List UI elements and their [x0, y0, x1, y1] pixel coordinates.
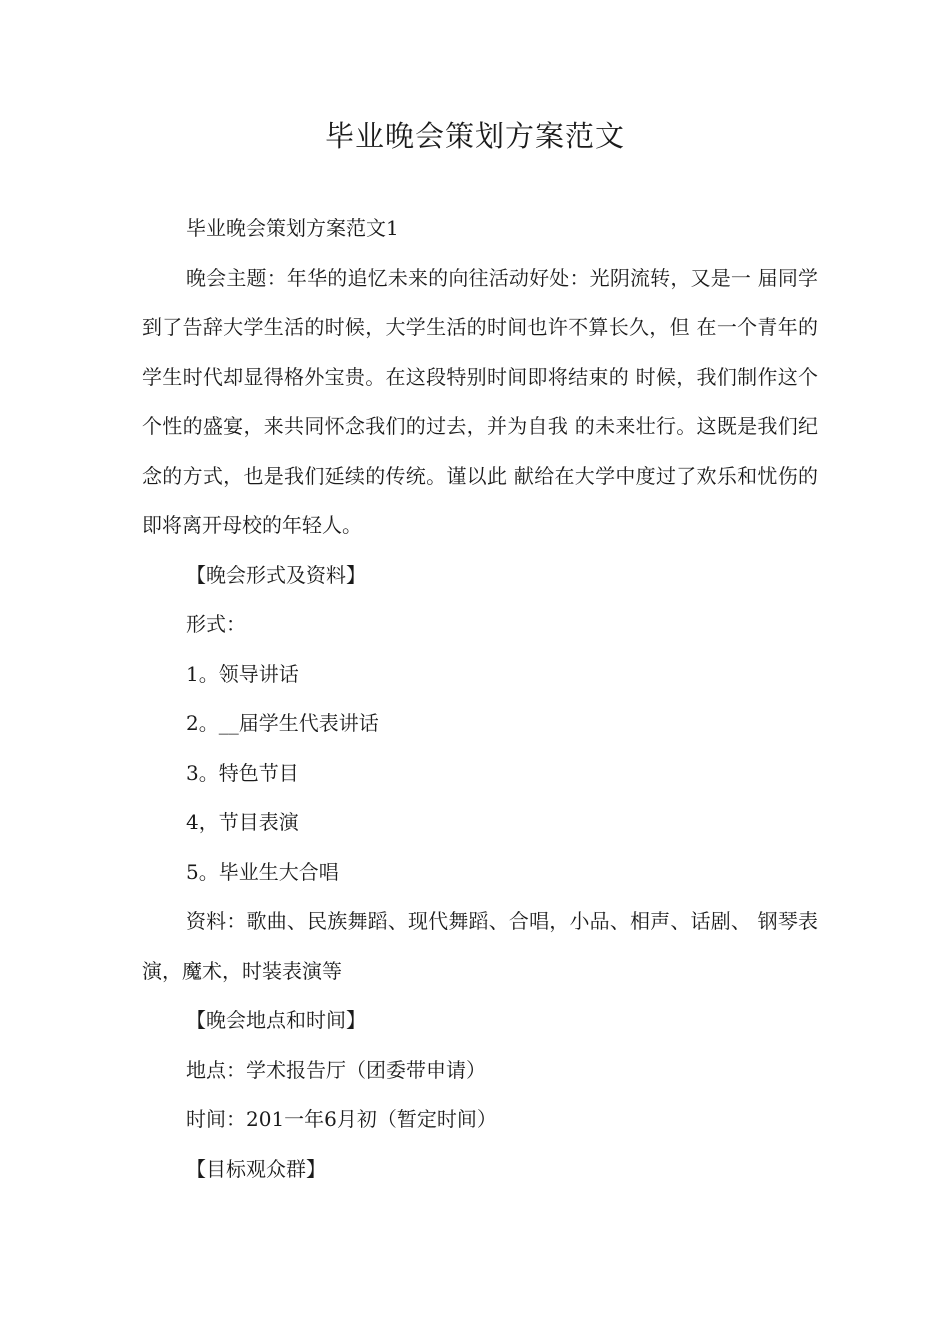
- document-body: [142, 204, 818, 1194]
- list-item-1: 1。领导讲话: [186, 661, 299, 686]
- document-title: 毕业晚会策划方案范文: [324, 119, 625, 153]
- paragraph-theme: 晚会主题：年华的追忆未来的向往活动好处：光阴流转，又是一 届同学到了告辞大学生活的时候，大学生活的时间也许不算长久，但 在一个青年的学生时代却显得格外宝贵。在这段特别时间即将结束的 时候，我们制作这个个性的盛宴，来共同怀念我们的过去，并为自我 的未来壮行。这既是我们纪念的方式，也是我们延续的传统。谨以此 献给在大学中度过了欢乐和忧伤的即将离开母校的年轻人。: [142, 265, 818, 537]
- list-item-2: 2。__届学生代表讲话: [186, 711, 379, 735]
- section-heading-audience: 【目标观众群】: [186, 1156, 326, 1181]
- paragraph-materials: 资料：歌曲、民族舞蹈、现代舞蹈、合唱，小品、相声、话剧、 钢琴表演，魔术，时装表演等: [142, 909, 818, 983]
- section-heading-venue-time: 【晚会地点和时间】: [186, 1008, 366, 1032]
- list-item-4: 4，节目表演: [186, 810, 299, 834]
- list-item-3: 3。特色节目: [186, 760, 299, 785]
- section-heading-plan-1: 毕业晚会策划方案范文1: [186, 216, 399, 240]
- section-heading-format: 【晚会形式及资料】: [186, 562, 366, 587]
- paragraph-venue: 地点：学术报告厅（团委带申请）: [186, 1057, 486, 1082]
- list-item-5: 5。毕业生大合唱: [186, 859, 339, 884]
- paragraph-format-label: 形式：: [186, 612, 246, 636]
- paragraph-time: 时间：201一年6月初（暂定时间）: [186, 1107, 497, 1131]
